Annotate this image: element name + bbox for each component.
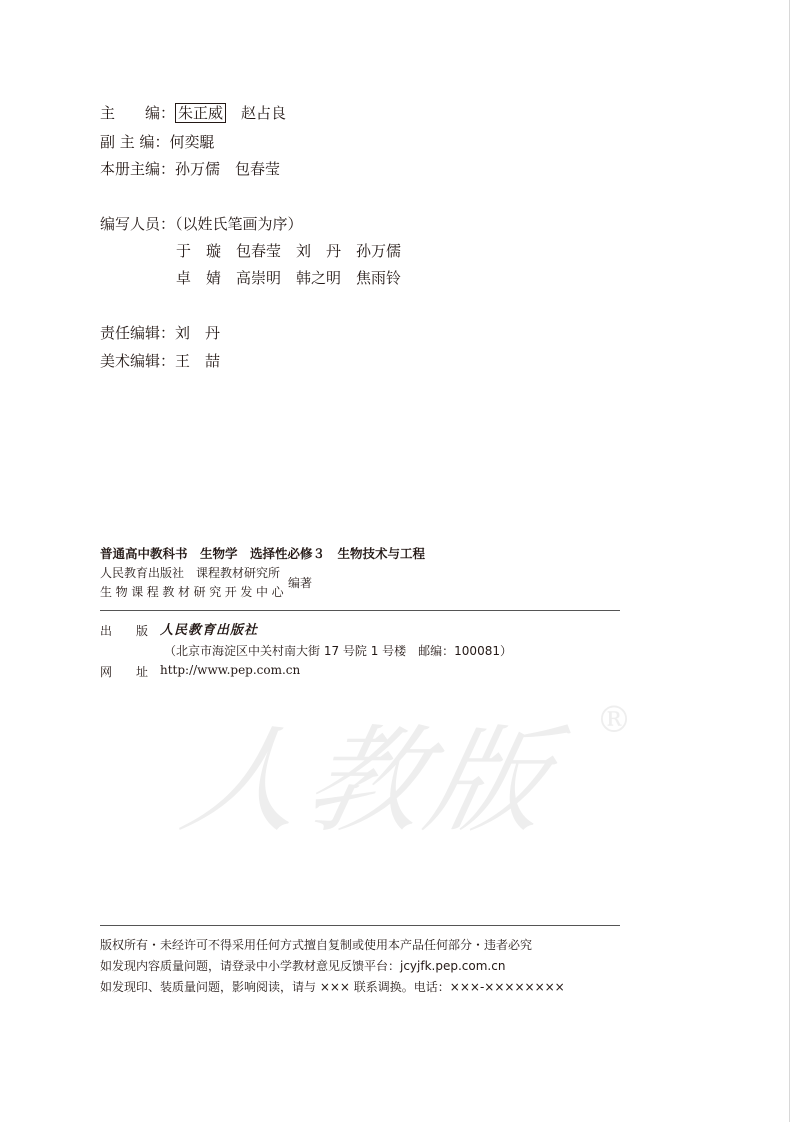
publisher-address: （北京市海淀区中关村南大街 17 号院 1 号楼 邮编：100081） [164, 644, 512, 658]
deputy-editor-label: 副 主 编： [100, 133, 170, 151]
writers-line-2: 卓 婧 高崇明 韩之明 焦雨铃 [176, 269, 402, 287]
web-url-link[interactable]: http://www.pep.com.cn [160, 663, 301, 677]
publisher-logo-text: 人民教育出版社 [160, 623, 259, 638]
publisher-label: 出 版 [100, 624, 149, 638]
volume-editor-label: 本册主编： [100, 160, 176, 178]
print-issue-notice: 如发现印、装质量问题，影响阅读，请与 ××× 联系调换。电话：×××-×××××××× [100, 980, 565, 994]
writers-label: 编写人员：（以姓氏笔画为序） [100, 215, 303, 233]
deputy-editor: 何奕騉 [169, 133, 215, 151]
web-label: 网 址 [100, 665, 149, 679]
responsible-editor: 刘 丹 [175, 324, 221, 342]
volume-editors: 孙万儒 包春莹 [175, 160, 281, 178]
page-edge [789, 0, 790, 1122]
chief-editor-row [100, 102, 286, 123]
book-title: 普通高中教科书 生物学 选择性必修３ 生物技术与工程 [100, 546, 426, 561]
art-editor: 王 喆 [175, 352, 221, 370]
writers-line-1: 于 璇 包春莹 刘 丹 孙万儒 [176, 242, 402, 260]
divider-top [100, 610, 620, 611]
compiled-by: 编著 [288, 576, 313, 590]
responsible-editor-row [100, 322, 220, 343]
watermark-logo: 人教版 [171, 714, 567, 849]
divider-bottom [100, 925, 620, 926]
responsible-editor-label: 责任编辑： [100, 324, 176, 342]
registered-mark-icon: ® [596, 700, 632, 741]
volume-editor-row [100, 158, 280, 179]
chief-editor-secondary: 赵占良 [241, 104, 287, 122]
art-editor-label: 美术编辑： [100, 352, 176, 370]
compiler-line-1: 人民教育出版社 课程教材研究所 [100, 566, 281, 580]
art-editor-row [100, 350, 220, 371]
chief-editor-primary: 朱正威 [175, 103, 226, 123]
copyright-notice: 版权所有・未经许可不得采用任何方式擅自复制或使用本产品任何部分・违者必究 [100, 938, 533, 952]
deputy-editor-row [100, 131, 215, 152]
compiler-line-2: 生物课程教材研究开发中心 [100, 585, 288, 599]
feedback-notice: 如发现内容质量问题，请登录中小学教材意见反馈平台：jcyjfk.pep.com.cn [100, 959, 506, 973]
chief-editor-label: 主 编： [100, 104, 176, 122]
